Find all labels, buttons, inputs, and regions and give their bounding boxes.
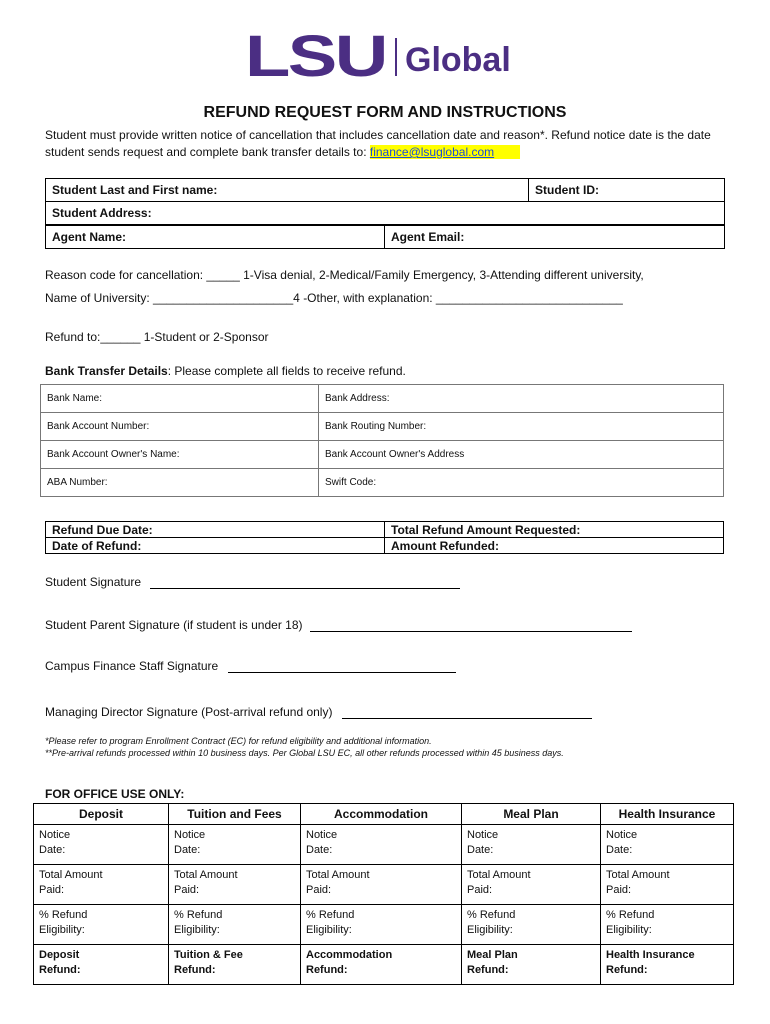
meal-plan-refund[interactable]: Meal Plan Refund:	[462, 945, 601, 985]
refund-eligibility-row	[34, 905, 734, 945]
university-line[interactable]: Name of University: _____________________4 -Other, with explanation: ____________________________	[45, 291, 623, 305]
health-insurance-refund-eligibility[interactable]: % Refund Eligibility:	[601, 905, 734, 945]
intro-paragraph	[45, 127, 725, 161]
bank-heading-bold: Bank Transfer Details	[45, 364, 168, 378]
director-signature-row	[45, 705, 592, 719]
refund-amount-row	[34, 945, 734, 985]
account-owner-address-field[interactable]: Bank Account Owner's Address	[319, 441, 724, 469]
campus-signature-label: Campus Finance Staff Signature	[45, 659, 219, 673]
parent-signature-line[interactable]	[310, 631, 632, 632]
director-signature-label: Managing Director Signature (Post-arrival refund only)	[45, 705, 333, 719]
footnotes	[45, 735, 625, 759]
director-signature-line[interactable]	[342, 718, 592, 719]
notice-date-row	[34, 825, 734, 865]
account-owner-name-field[interactable]: Bank Account Owner's Name:	[41, 441, 319, 469]
student-signature-row	[45, 575, 460, 589]
campus-signature-line[interactable]	[228, 672, 456, 673]
parent-signature-row	[45, 618, 632, 632]
footnote-1: *Please refer to program Enrollment Contract (EC) for refund eligibility and additional information.	[45, 736, 432, 746]
meal-plan-refund-eligibility[interactable]: % Refund Eligibility:	[462, 905, 601, 945]
tuition-refund[interactable]: Tuition & Fee Refund:	[169, 945, 301, 985]
tuition-refund-eligibility[interactable]: % Refund Eligibility:	[169, 905, 301, 945]
agent-name-field[interactable]: Agent Name:	[46, 226, 385, 249]
total-refund-requested-field[interactable]: Total Refund Amount Requested:	[385, 522, 724, 538]
amount-refunded-field[interactable]: Amount Refunded:	[385, 538, 724, 554]
bank-heading	[45, 364, 406, 378]
tuition-total-paid[interactable]: Total Amount Paid:	[169, 865, 301, 905]
student-info-table	[45, 178, 725, 225]
health-insurance-total-paid[interactable]: Total Amount Paid:	[601, 865, 734, 905]
footnote-2: **Pre-arrival refunds processed within 10 business days. Per Global LSU EC, all other refunds processed within 45 business days.	[45, 748, 564, 758]
lsu-global-logo	[245, 24, 511, 89]
refund-due-date-field[interactable]: Refund Due Date:	[46, 522, 385, 538]
accommodation-refund[interactable]: Accommodation Refund:	[301, 945, 462, 985]
col-tuition: Tuition and Fees	[169, 804, 301, 825]
campus-signature-row	[45, 659, 456, 673]
bank-name-field[interactable]: Bank Name:	[41, 385, 319, 413]
deposit-total-paid[interactable]: Total Amount Paid:	[34, 865, 169, 905]
student-signature-line[interactable]	[150, 588, 460, 589]
health-insurance-notice-date[interactable]: Notice Date:	[601, 825, 734, 865]
office-use-heading: FOR OFFICE USE ONLY:	[45, 787, 185, 801]
col-health-insurance: Health Insurance	[601, 804, 734, 825]
health-insurance-refund[interactable]: Health Insurance Refund:	[601, 945, 734, 985]
col-meal-plan: Meal Plan	[462, 804, 601, 825]
student-address-field[interactable]: Student Address:	[46, 202, 725, 225]
accommodation-notice-date[interactable]: Notice Date:	[301, 825, 462, 865]
accommodation-total-paid[interactable]: Total Amount Paid:	[301, 865, 462, 905]
student-id-field[interactable]: Student ID:	[529, 179, 725, 202]
date-of-refund-field[interactable]: Date of Refund:	[46, 538, 385, 554]
intro-text: Student must provide written notice of cancellation that includes cancellation date and reason*. Refund notice date is the date student sends request and complete bank transfer details to:	[45, 128, 711, 159]
meal-plan-notice-date[interactable]: Notice Date:	[462, 825, 601, 865]
office-use-table	[33, 803, 734, 985]
bank-account-number-field[interactable]: Bank Account Number:	[41, 413, 319, 441]
logo-lsu-text: LSU	[245, 24, 386, 89]
parent-signature-label: Student Parent Signature (if student is under 18)	[45, 618, 303, 632]
student-signature-label: Student Signature	[45, 575, 142, 589]
bank-routing-number-field[interactable]: Bank Routing Number:	[319, 413, 724, 441]
accommodation-refund-eligibility[interactable]: % Refund Eligibility:	[301, 905, 462, 945]
bank-heading-rest: : Please complete all fields to receive refund.	[167, 364, 406, 378]
col-accommodation: Accommodation	[301, 804, 462, 825]
refund-info-table	[45, 521, 724, 554]
refund-to-line[interactable]: Refund to:______ 1-Student or 2-Sponsor	[45, 330, 269, 344]
deposit-refund[interactable]: Deposit Refund:	[34, 945, 169, 985]
total-paid-row	[34, 865, 734, 905]
bank-address-field[interactable]: Bank Address:	[319, 385, 724, 413]
finance-email-link[interactable]: finance@lsuglobal.com	[370, 145, 520, 159]
form-title: REFUND REQUEST FORM AND INSTRUCTIONS	[203, 104, 567, 121]
student-name-field[interactable]: Student Last and First name:	[46, 179, 529, 202]
aba-number-field[interactable]: ABA Number:	[41, 469, 319, 497]
swift-code-field[interactable]: Swift Code:	[319, 469, 724, 497]
bank-details-table	[40, 384, 724, 497]
col-deposit: Deposit	[34, 804, 169, 825]
logo-global-text: Global	[405, 41, 511, 79]
agent-email-field[interactable]: Agent Email:	[385, 226, 725, 249]
tuition-notice-date[interactable]: Notice Date:	[169, 825, 301, 865]
reason-code-line[interactable]: Reason code for cancellation: _____ 1-Visa denial, 2-Medical/Family Emergency, 3-Attending different university,	[45, 268, 644, 282]
deposit-notice-date[interactable]: Notice Date:	[34, 825, 169, 865]
deposit-refund-eligibility[interactable]: % Refund Eligibility:	[34, 905, 169, 945]
agent-info-table	[45, 225, 725, 249]
meal-plan-total-paid[interactable]: Total Amount Paid:	[462, 865, 601, 905]
